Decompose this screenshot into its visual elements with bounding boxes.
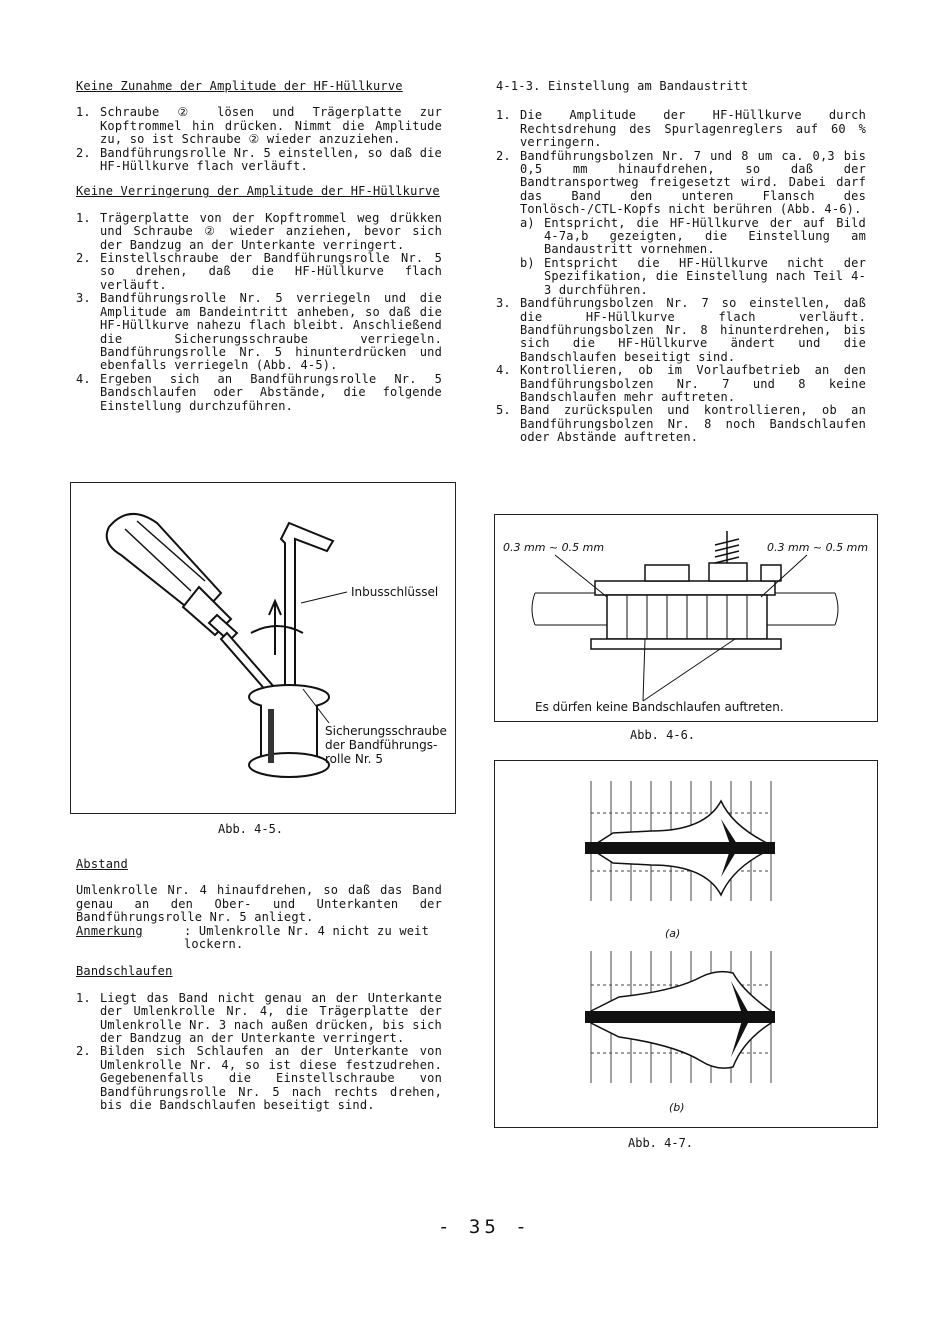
list-item: 4. Kontrollieren, ob im Vorlaufbetrieb an den Bandführungsbolzen Nr. 7 und 8 keine Bandschlaufen mehr auftreten. [496, 363, 866, 404]
list-item: 2. Bandführungsbolzen Nr. 7 und 8 um ca. 0,3 bis 0,5 mm hinaufdrehen, so daß der Bandtransportweg freigesetzt wird. Dabei darf das Band den unteren Flansch des Tonlösch-/CTL-Kopfs nicht berühren (Abb. 4-6). [496, 148, 866, 217]
list-item: 2. Bilden sich Schlaufen an der Unterkante von Umlenkrolle Nr. 4, so ist diese festzudrehen. Gegebenenfalls die Einstellschraube von Bandführungsrolle Nr. 5 nach rechts drehen, bis die Bandschlaufen beseitigt sind. [76, 1044, 442, 1113]
list-item: 5. Band zurückspulen und kontrollieren, ob an Bandführungsbolzen Nr. 8 noch Bandschlaufen oder Abstände auftreten. [496, 403, 866, 445]
list-item: 3. Bandführungsbolzen Nr. 7 so einstellen, daß die HF-Hüllkurve flach verläuft. Bandführungsbolzen Nr. 8 hinunterdrehen, bis sich die HF-Hüllkurve ändert und die Bandschlaufen beseitigt sind. [496, 296, 866, 364]
tape-loop-note: Es dürfen keine Bandschlaufen auftreten. [535, 700, 784, 714]
sub-list [496, 217, 866, 297]
list-item: 1. Die Amplitude der HF-Hüllkurve durch Rechtsdrehung des Spurlagenreglers auf 60 % verringern. [496, 108, 866, 150]
note-text: : Umlenkrolle Nr. 4 nicht zu weit lockern. [184, 923, 430, 952]
numbered-list [496, 109, 866, 216]
label-hex-key: Inbusschlüssel [351, 585, 439, 599]
tape-guide-diagram [495, 515, 877, 721]
list-item: b) Entspricht die HF-Hüllkurve nicht der Spezifikation, die Einstellung nach Teil 4-3 durchführen. [520, 255, 866, 297]
figure-caption: Abb. 4-6. [630, 728, 696, 742]
figure-caption: Abb. 4-5. [218, 822, 284, 836]
note [76, 925, 442, 952]
rf-envelope-waveforms [495, 761, 877, 1127]
section-heading: Abstand [76, 857, 128, 871]
list-item: 2. Einstellschraube der Bandführungsrolle Nr. 5 so drehen, daß die HF-Hüllkurve flach verläuft. [76, 251, 442, 292]
section-heading: 4-1-3. Einstellung am Bandaustritt [496, 79, 749, 93]
right-column-top [496, 80, 866, 457]
label-locking-screw: rolle Nr. 5 [325, 752, 383, 766]
section-heading: Keine Zunahme der Amplitude der HF-Hüllkurve [76, 79, 403, 93]
list-item: a) Entspricht, die HF-Hüllkurve der auf Bild 4-7a,b gezeigten, die Einstellung am Bandaustritt vornehmen. [520, 215, 866, 257]
label-clearance-left: 0.3 mm ~ 0.5 mm [503, 541, 605, 554]
list-item: 2. Bandführungsrolle Nr. 5 einstellen, so daß die HF-Hüllkurve flach verläuft. [76, 145, 442, 174]
figure-4-5-frame [70, 482, 456, 814]
numbered-list [76, 106, 442, 173]
screwdriver-illustration [71, 483, 455, 813]
list-item: 1. Trägerplatte von der Kopftrommel weg drükken und Schraube ② wieder anziehen, bevor sich der Bandzug an der Unterkante verringert. [76, 210, 442, 252]
list-item: 1. Liegt das Band nicht genau an der Unterkante der Umlenkrolle Nr. 4, die Trägerplatte der Umlenkrolle Nr. 3 nach außen drücken, bis sich der Bandzug an der Unterkante verringert. [76, 990, 442, 1046]
section-heading: Bandschlaufen [76, 964, 173, 979]
numbered-list [496, 297, 866, 444]
paragraph: Umlenkrolle Nr. 4 hinaufdrehen, so daß das Band genau an den Ober- und Unterkanten der Bandführungsrolle Nr. 5 anliegt. [76, 883, 442, 925]
left-column-bottom [76, 858, 442, 1125]
label-b: (b) [669, 1101, 685, 1114]
figure-4-7-frame [494, 760, 878, 1128]
section-heading: Keine Verringerung der Amplitude der HF-Hüllkurve [76, 184, 440, 199]
list-item: 3. Bandführungsrolle Nr. 5 verriegeln und die Amplitude am Bandeintritt anheben, so daß die HF-Hüllkurve nahezu flach bleibt. Anschließend die Sicherungsschraube verriegeln. Bandführungsrolle Nr. 5 hinunterdrücken und ebenfalls verriegeln (Abb. 4-5). [76, 291, 442, 373]
numbered-list [76, 212, 442, 413]
label-locking-screw: der Bandführungs- [325, 738, 438, 752]
left-column-top [76, 80, 442, 425]
page-number: - 35 - [438, 1216, 531, 1238]
list-item: 1. Schraube ② lösen und Trägerplatte zur Kopftrommel hin drücken. Nimmt die Amplitude zu, so ist Schraube ② wieder anzuziehen. [76, 105, 442, 147]
note-label: Anmerkung [76, 923, 143, 938]
figure-caption: Abb. 4-7. [628, 1136, 694, 1150]
label-clearance-right: 0.3 mm ~ 0.5 mm [767, 541, 869, 554]
figure-4-6-frame [494, 514, 878, 722]
label-a: (a) [665, 927, 681, 940]
numbered-list [76, 992, 442, 1113]
label-locking-screw: Sicherungsschraube [325, 724, 447, 738]
list-item: 4. Ergeben sich an Bandführungsrolle Nr. 5 Bandschlaufen oder Abstände, die folgende Einstellung durchzuführen. [76, 371, 442, 413]
